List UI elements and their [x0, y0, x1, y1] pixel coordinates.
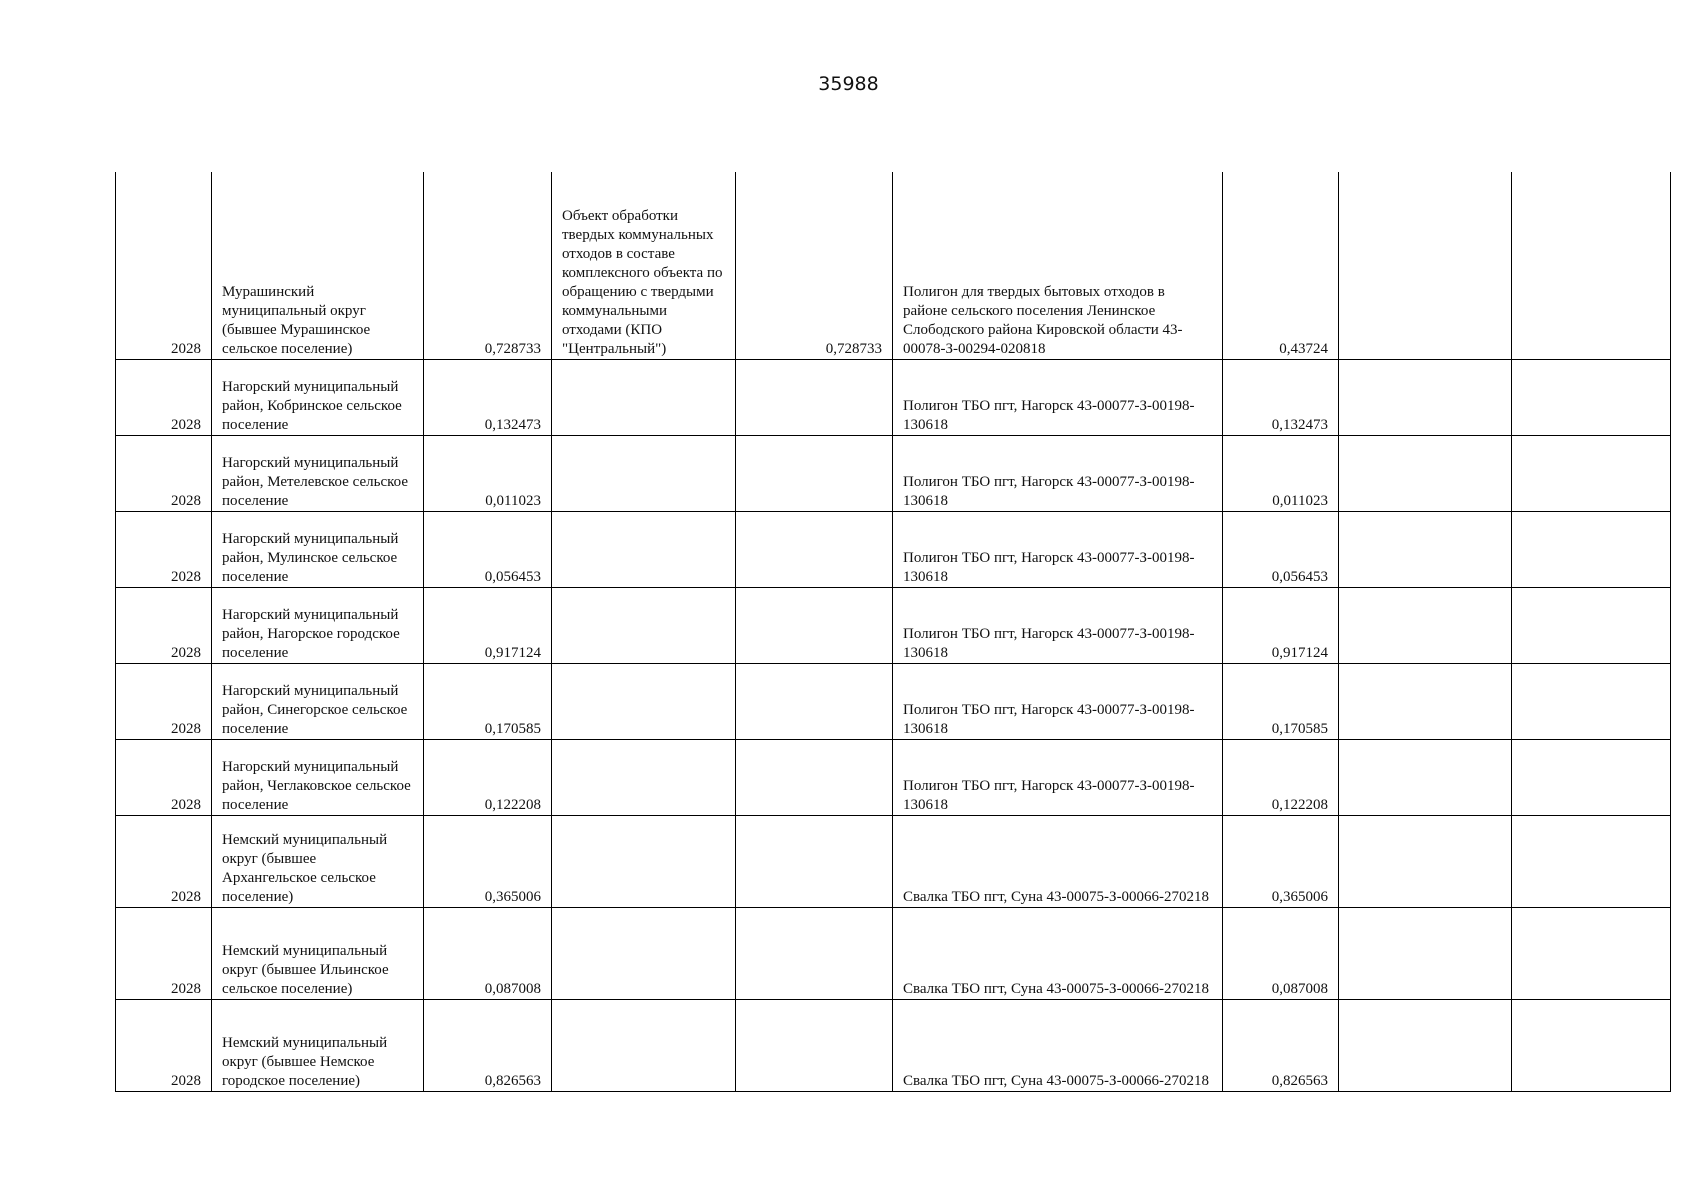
- table-row: [116, 511, 1671, 587]
- processing-volume-cell: [736, 739, 893, 815]
- disposal-volume-cell: 0,43724: [1223, 172, 1339, 359]
- processing-object-cell: [552, 359, 736, 435]
- empty-cell: [1339, 359, 1512, 435]
- year-cell: 2028: [116, 907, 212, 999]
- year-cell: 2028: [116, 511, 212, 587]
- disposal-volume-cell: 0,826563: [1223, 999, 1339, 1091]
- table-row: [116, 663, 1671, 739]
- territory-cell: Нагорский муниципальный район, Мулинское сельское поселение: [212, 511, 424, 587]
- volume-cell: 0,365006: [424, 815, 552, 907]
- empty-cell: [1339, 511, 1512, 587]
- territory-cell: Немский муниципальный округ (бывшее Немское городское поселение): [212, 999, 424, 1091]
- table-row: [116, 359, 1671, 435]
- disposal-volume-cell: 0,917124: [1223, 587, 1339, 663]
- empty-cell: [1512, 999, 1671, 1091]
- disposal-volume-cell: 0,056453: [1223, 511, 1339, 587]
- disposal-object-cell: Полигон для твердых бытовых отходов в районе сельского поселения Ленинское Слободского района Кировской области 43-00078-З-00294-020818: [893, 172, 1223, 359]
- year-cell: 2028: [116, 815, 212, 907]
- table-row: [116, 999, 1671, 1091]
- disposal-object-cell: Полигон ТБО пгт, Нагорск 43-00077-З-00198-130618: [893, 587, 1223, 663]
- processing-object-cell: [552, 815, 736, 907]
- processing-volume-cell: [736, 663, 893, 739]
- processing-object-cell: [552, 663, 736, 739]
- territory-cell: Нагорский муниципальный район, Чеглаковское сельское поселение: [212, 739, 424, 815]
- table-row: [116, 435, 1671, 511]
- processing-object-cell: [552, 511, 736, 587]
- disposal-object-cell: Свалка ТБО пгт, Суна 43-00075-З-00066-270218: [893, 815, 1223, 907]
- empty-cell: [1512, 511, 1671, 587]
- disposal-volume-cell: 0,132473: [1223, 359, 1339, 435]
- territory-cell: Немский муниципальный округ (бывшее Ильинское сельское поселение): [212, 907, 424, 999]
- processing-object-cell: [552, 587, 736, 663]
- volume-cell: 0,122208: [424, 739, 552, 815]
- empty-cell: [1339, 435, 1512, 511]
- processing-volume-cell: [736, 907, 893, 999]
- waste-flow-table: [115, 172, 1671, 1092]
- volume-cell: 0,132473: [424, 359, 552, 435]
- processing-object-cell: [552, 999, 736, 1091]
- table-row: [116, 815, 1671, 907]
- disposal-object-cell: Полигон ТБО пгт, Нагорск 43-00077-З-00198-130618: [893, 359, 1223, 435]
- disposal-object-cell: Полигон ТБО пгт, Нагорск 43-00077-З-00198-130618: [893, 663, 1223, 739]
- year-cell: 2028: [116, 435, 212, 511]
- processing-volume-cell: [736, 435, 893, 511]
- disposal-volume-cell: 0,087008: [1223, 907, 1339, 999]
- empty-cell: [1339, 815, 1512, 907]
- table-row: [116, 907, 1671, 999]
- empty-cell: [1512, 815, 1671, 907]
- volume-cell: 0,170585: [424, 663, 552, 739]
- year-cell: 2028: [116, 663, 212, 739]
- processing-volume-cell: 0,728733: [736, 172, 893, 359]
- year-cell: 2028: [116, 587, 212, 663]
- processing-volume-cell: [736, 587, 893, 663]
- disposal-volume-cell: 0,365006: [1223, 815, 1339, 907]
- year-cell: 2028: [116, 999, 212, 1091]
- disposal-volume-cell: 0,011023: [1223, 435, 1339, 511]
- processing-volume-cell: [736, 815, 893, 907]
- volume-cell: 0,728733: [424, 172, 552, 359]
- processing-volume-cell: [736, 999, 893, 1091]
- processing-object-cell: [552, 739, 736, 815]
- territory-cell: Нагорский муниципальный район, Кобринское сельское поселение: [212, 359, 424, 435]
- empty-cell: [1512, 663, 1671, 739]
- year-cell: 2028: [116, 172, 212, 359]
- empty-cell: [1339, 739, 1512, 815]
- territory-cell: Нагорский муниципальный район, Метелевское сельское поселение: [212, 435, 424, 511]
- year-cell: 2028: [116, 739, 212, 815]
- volume-cell: 0,826563: [424, 999, 552, 1091]
- table-row: [116, 739, 1671, 815]
- territory-cell: Нагорский муниципальный район, Нагорское городское поселение: [212, 587, 424, 663]
- empty-cell: [1339, 587, 1512, 663]
- territory-cell: Нагорский муниципальный район, Синегорское сельское поселение: [212, 663, 424, 739]
- page-number: 35988: [818, 73, 879, 95]
- table-row: [116, 587, 1671, 663]
- volume-cell: 0,087008: [424, 907, 552, 999]
- empty-cell: [1339, 172, 1512, 359]
- empty-cell: [1512, 907, 1671, 999]
- empty-cell: [1339, 907, 1512, 999]
- empty-cell: [1512, 359, 1671, 435]
- processing-object-cell: [552, 907, 736, 999]
- disposal-object-cell: Полигон ТБО пгт, Нагорск 43-00077-З-00198-130618: [893, 739, 1223, 815]
- disposal-object-cell: Полигон ТБО пгт, Нагорск 43-00077-З-00198-130618: [893, 435, 1223, 511]
- processing-object-cell: [552, 435, 736, 511]
- empty-cell: [1339, 999, 1512, 1091]
- processing-volume-cell: [736, 359, 893, 435]
- disposal-object-cell: Свалка ТБО пгт, Суна 43-00075-З-00066-270218: [893, 999, 1223, 1091]
- disposal-object-cell: Свалка ТБО пгт, Суна 43-00075-З-00066-270218: [893, 907, 1223, 999]
- processing-object-cell: Объект обработки твердых коммунальных отходов в составе комплексного объекта по обращению с твердыми коммунальными отходами (КПО "Центральный"): [552, 172, 736, 359]
- volume-cell: 0,056453: [424, 511, 552, 587]
- empty-cell: [1512, 172, 1671, 359]
- disposal-volume-cell: 0,170585: [1223, 663, 1339, 739]
- year-cell: 2028: [116, 359, 212, 435]
- territory-cell: Мурашинский муниципальный округ (бывшее Мурашинское сельское поселение): [212, 172, 424, 359]
- territory-cell: Немский муниципальный округ (бывшее Архангельское сельское поселение): [212, 815, 424, 907]
- disposal-volume-cell: 0,122208: [1223, 739, 1339, 815]
- processing-volume-cell: [736, 511, 893, 587]
- empty-cell: [1339, 663, 1512, 739]
- volume-cell: 0,011023: [424, 435, 552, 511]
- disposal-object-cell: Полигон ТБО пгт, Нагорск 43-00077-З-00198-130618: [893, 511, 1223, 587]
- volume-cell: 0,917124: [424, 587, 552, 663]
- empty-cell: [1512, 587, 1671, 663]
- empty-cell: [1512, 435, 1671, 511]
- table-row: [116, 172, 1671, 359]
- empty-cell: [1512, 739, 1671, 815]
